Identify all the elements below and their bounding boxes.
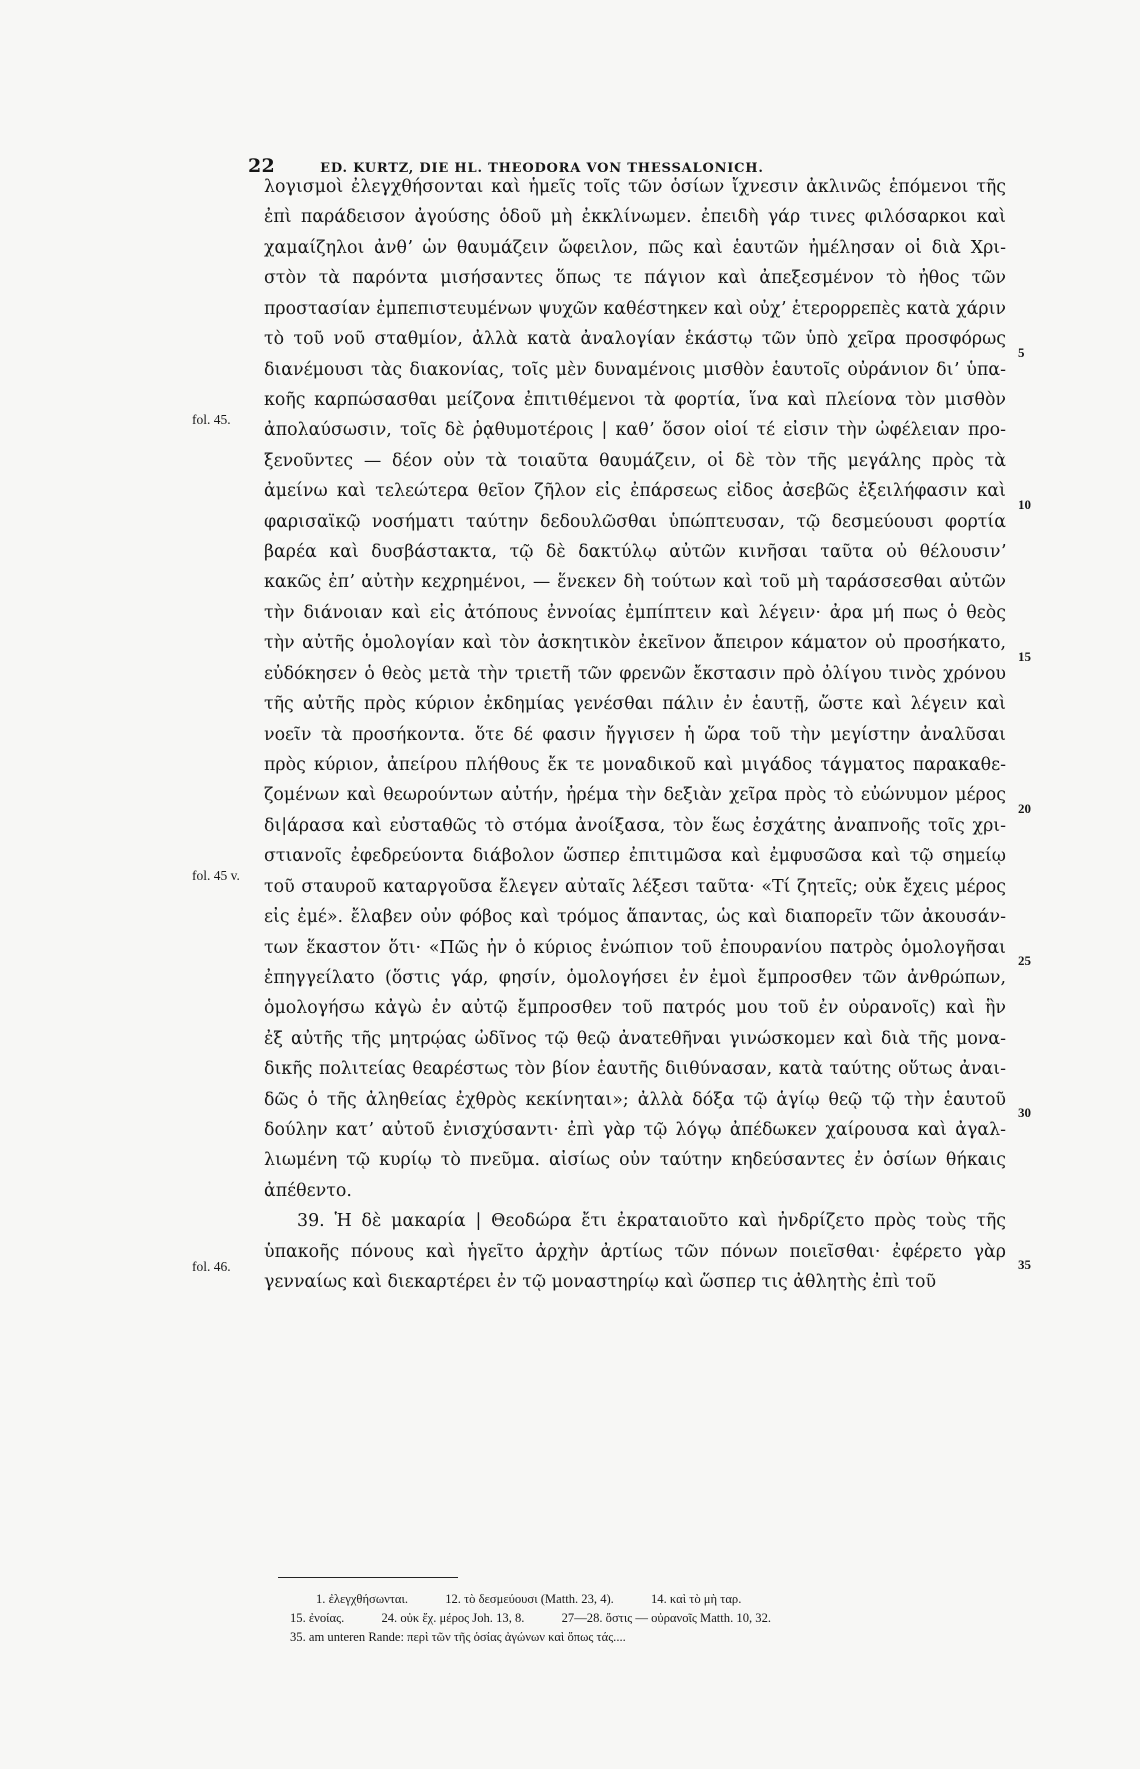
text-line: τὸ τοῦ νοῦ σταθμίον, ἀλλὰ κατὰ ἀναλογίαν ἑκάστῳ τῶν ὑπὸ χεῖρα προσφόρως — [264, 329, 1006, 349]
text-line: ὑπακοῆς πόνους καὶ ἡγεῖτο ἀρχὴν ἀρτίως τῶν πόνων ποιεῖσθαι· ἐφέρετο γὰρ — [264, 1242, 1006, 1262]
text-line: κακῶς ἐπʼ αὐτὴν κεχρημένοι, — ἕνεκεν δὴ τούτων καὶ τοῦ μὴ ταράσσεσθαι αὐτῶν — [264, 572, 1006, 592]
line-number: 20 — [1018, 801, 1031, 816]
footnote: 35. am unteren Rande: περὶ τῶν τῆς ὁσίας ἀγώνων καὶ ὅπως τάς.... — [290, 1630, 626, 1644]
footnote: 1. ἐλεγχθήσωνται. — [316, 1592, 409, 1606]
text-line: πρὸς κύριον, ἀπείρου πλήθους ἔκ τε μοναδικοῦ καὶ μιγάδος τάγματος παρακαθε- — [264, 755, 1006, 775]
text-line: εἰς ἐμέ». ἔλαβεν οὖν φόβος καὶ τρόμος ἅπαντας, ὡς καὶ διαπορεῖν τῶν ἀκουσάν- — [264, 907, 1006, 927]
text-line: γενναίως καὶ διεκαρτέρει ἐν τῷ μοναστηρίῳ καὶ ὥσπερ τις ἀθλητὴς ἐπὶ τοῦ — [264, 1272, 937, 1292]
text-line: στιανοῖς ἐφεδρεύοντα διάβολον ὥσπερ ἐπιτιμῶσα καὶ ἐμφυσῶσα καὶ τῷ σημείῳ — [264, 846, 1006, 866]
text-line: ξενοῦντες — δέον οὖν τὰ τοιαῦτα θαυμάζειν, οἱ δὲ τὸν τῆς μεγάλης πρὸς τὰ — [264, 451, 1006, 471]
text-line: λιωμένη τῷ κυρίῳ τὸ πνεῦμα. αἰσίως οὖν ταύτην κηδεύσαντες ἐν ὁσίων θήκαις — [264, 1150, 1006, 1170]
text-line: βαρέα καὶ δυσβάστακτα, τῷ δὲ δακτύλῳ αὐτῶν κινῆσαι ταῦτα οὐ θέλουσινʼ — [264, 542, 1006, 562]
folio-mark: fol. 45. — [192, 412, 231, 427]
text-line: ἀπολαύσωσιν, τοῖς δὲ ῥᾳθυμοτέροις | καθʼ ὅσον οἷοί τέ εἰσιν τὴν ὠφέλειαν προ- — [264, 420, 1006, 440]
text-line: ὁμολογήσω κἀγὼ ἐν αὐτῷ ἔμπροσθεν τοῦ πατρός μου τοῦ ἐν οὐρανοῖς) καὶ ἣν — [264, 998, 1006, 1018]
footnote: 12. τὸ δεσμεύουσι (Matth. 23, 4). — [445, 1592, 614, 1606]
text-line: λογισμοὶ ἐλεγχθήσονται καὶ ἡμεῖς τοῖς τῶν ὁσίων ἴχνεσιν ἀκλινῶς ἑπόμενοι τῆς — [264, 177, 1006, 197]
running-header — [248, 155, 1008, 177]
line-number: 35 — [1018, 1257, 1031, 1272]
text-line: ἐξ αὐτῆς τῆς μητρῴας ὠδῖνος τῷ θεῷ ἀνατεθῆναι γινώσκομεν καὶ διὰ τῆς μονα- — [264, 1029, 1006, 1049]
footnote: 27—28. ὅστις — οὐρανοῖς Matth. 10, 32. — [561, 1611, 772, 1625]
text-line: ἀμείνω καὶ τελεώτερα θεῖον ζῆλον εἰς ἐπάρσεως εἶδος ἀσεβῶς ἐξειλήφασιν καὶ — [264, 481, 1006, 501]
folio-mark: fol. 46. — [192, 1259, 231, 1274]
text-line: 39. Ἡ δὲ μακαρία | Θεοδώρα ἔτι ἐκραταιοῦτο καὶ ἠνδρίζετο πρὸς τοὺς τῆς — [297, 1211, 1006, 1231]
line-number: 10 — [1018, 497, 1031, 512]
line-number: 25 — [1018, 953, 1031, 968]
text-line: χαμαίζηλοι ἀνθʼ ὧν θαυμάζειν ὤφειλον, πῶς καὶ ἑαυτῶν ἠμέλησαν οἱ διὰ Χρι- — [264, 238, 1006, 258]
footnote-rule — [278, 1577, 458, 1578]
text-line: εὐδόκησεν ὁ θεὸς μετὰ τὴν τριετῆ τῶν φρενῶν ἔκστασιν πρὸ ὀλίγου τινὸς χρόνου — [264, 664, 1006, 684]
text-line: κοῆς καρπώσασθαι μείζονα ἐπιτιθέμενοι τὰ φορτία, ἵνα καὶ πλείονα τὸν μισθὸν — [264, 390, 1006, 410]
text-line: τὴν διάνοιαν καὶ εἰς ἀτόπους ἐννοίας ἐμπίπτειν καὶ λέγειν· ἆρα μή πως ὁ θεὸς — [264, 603, 1006, 623]
text-line: τὴν αὐτῆς ὁμολογίαν καὶ τὸν ἀσκητικὸν ἐκεῖνον ἄπειρον κάματον οὐ προσήκατο, — [264, 633, 1006, 653]
text-line: των ἕκαστον ὅτι· «Πῶς ἦν ὁ κύριος ἐνώπιον τοῦ ἐπουρανίου πατρὸς ὁμολογῆσαι — [264, 938, 1006, 958]
text-line: δῶς ὁ τῆς ἀληθείας ἐχθρὸς κεκίνηται»; ἀλλὰ δόξα τῷ ἁγίῳ θεῷ τῷ τὴν ἑαυτοῦ — [264, 1090, 1006, 1110]
text-line: δι|άρασα καὶ εὐσταθῶς τὸ στόμα ἀνοίξασα, τὸν ἕως ἐσχάτης ἀναπνοῆς τοῖς χρι- — [264, 816, 1006, 836]
footnote: 14. καὶ τὸ μὴ ταρ. — [651, 1592, 742, 1606]
text-line: στὸν τὰ παρόντα μισήσαντες ὅπως τε πάγιον καὶ ἀπεξεσμένον τὸ ἦθος τῶν — [264, 268, 1006, 288]
footnote-row — [264, 1610, 1008, 1626]
text-line: νοεῖν τὰ προσήκοντα. ὅτε δέ φασιν ἤγγισεν ἡ ὥρα τοῦ τὴν μεγίστην ἀναλῦσαι — [264, 725, 1006, 745]
text-line: δούλην κατʼ αὐτοῦ ἐνισχύσαντι· ἐπὶ γὰρ τῷ λόγῳ ἀπέδωκεν χαίρουσα καὶ ἀγαλ- — [264, 1120, 1006, 1140]
text-line: ἀπέθεντο. — [264, 1181, 352, 1201]
text-line: φαρισαϊκῷ νοσήματι ταύτην δεδουλῶσθαι ὑπώπτευσαν, τῷ δεσμεύουσι φορτία — [264, 512, 1006, 532]
text-line: ζομένων καὶ θεωρούντων αὐτήν, ἠρέμα τὴν δεξιὰν χεῖρα πρὸς τὸ εὐώνυμον μέρος — [264, 785, 1006, 805]
footnote-row — [264, 1629, 1008, 1645]
line-number: 30 — [1018, 1105, 1031, 1120]
line-number: 5 — [1018, 345, 1025, 360]
text-line: δικῆς πολιτείας θεαρέστως τὸν βίον ἑαυτῆς διιθύνασαν, κατὰ ταύτης οὕτως ἀναι- — [264, 1059, 1006, 1079]
text-line: ἐπηγγείλατο (ὅστις γάρ, φησίν, ὁμολογήσει ἐν ἐμοὶ ἔμπροσθεν τῶν ἀνθρώπων, — [264, 968, 1006, 988]
text-line: τοῦ σταυροῦ καταργοῦσα ἔλεγεν αὐταῖς λέξεσι ταῦτα· «Τί ζητεῖς; οὐκ ἔχεις μέρος — [264, 877, 1006, 897]
page-number: 22 — [248, 155, 276, 177]
text-line: προστασίαν ἐμπεπιστευμένων ψυχῶν καθέστηκεν καὶ οὐχʼ ἑτερορρεπὲς κατὰ χάριν — [264, 299, 1006, 319]
text-line: διανέμουσι τὰς διακονίας, τοῖς μὲν δυναμένοις μισθὸν ἑαυτοῖς οὐράνιον διʼ ὑπα- — [264, 360, 1006, 380]
footnote: 24. οὐκ ἔχ. μέρος Joh. 13, 8. — [381, 1611, 525, 1625]
text-line: τῆς αὐτῆς πρὸς κύριον ἐκδημίας γενέσθαι πάλιν ἐν ἑαυτῇ, ὥστε καὶ λέγειν καὶ — [264, 694, 1006, 714]
line-number: 15 — [1018, 649, 1031, 664]
footnote: 15. ἐνοίας. — [290, 1611, 345, 1625]
footnote-row — [264, 1591, 1008, 1607]
running-title: ED. KURTZ, DIE HL. THEODORA VON THESSALONICH. — [320, 161, 764, 176]
folio-mark: fol. 45 v. — [192, 868, 240, 883]
text-line: ἐπὶ παράδεισον ἀγούσης ὁδοῦ μὴ ἐκκλίνωμεν. ἐπειδὴ γάρ τινες φιλόσαρκοι καὶ — [264, 207, 1006, 227]
